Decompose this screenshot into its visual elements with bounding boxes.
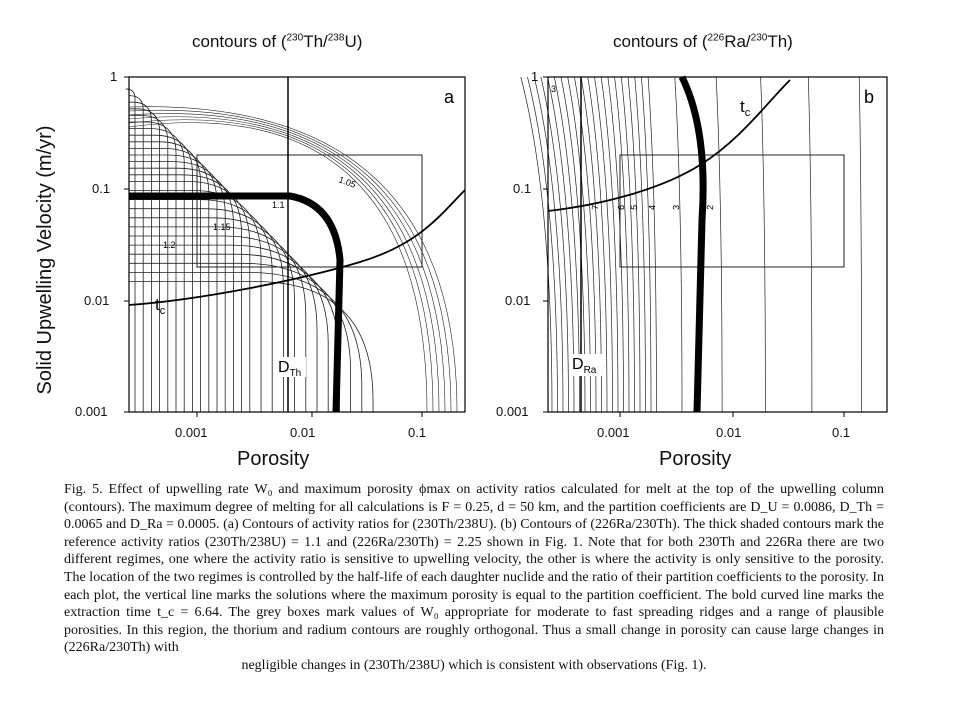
a-y-tick-0-001: 0.001 xyxy=(75,404,108,419)
b-y-tick-0-001: 0.001 xyxy=(496,404,529,419)
panel-b-contour xyxy=(716,77,722,412)
b-x-tick-0-01: 0.01 xyxy=(716,425,742,440)
panel-a-reference-contour xyxy=(129,196,340,412)
a-x-tick-0-1: 0.1 xyxy=(408,425,427,440)
panel-b-contour xyxy=(808,77,812,412)
b-x-axis-label: Porosity xyxy=(659,448,732,470)
caption-fig-label: Fig. 5. xyxy=(64,482,103,497)
contour-label-b-4: 4 xyxy=(647,204,658,211)
contour-label-1-05: 1.05 xyxy=(337,174,358,190)
panel-b-d-label: $D_{Ra}$ xyxy=(572,356,597,376)
panel-a-contour xyxy=(129,181,250,412)
contour-label-1-1: 1.1 xyxy=(272,200,285,210)
panel-b-contour xyxy=(608,77,627,412)
contour-label-b-3-top: 3 xyxy=(551,84,557,94)
b-x-tick-0-1: 0.1 xyxy=(832,425,851,440)
panel-a-contour xyxy=(129,168,233,412)
contour-label-1-15: 1.15 xyxy=(213,222,231,232)
b-y-tick-0-01: 0.01 xyxy=(505,293,531,308)
panel-b-contour xyxy=(761,77,766,412)
panel-b-contour xyxy=(859,77,861,412)
contour-label-1-2: 1.2 xyxy=(163,240,176,250)
panel-a-tc-label: $t_c$ xyxy=(155,295,166,317)
panel-b-contour xyxy=(641,77,651,412)
contour-label-b-3: 3 xyxy=(671,204,682,211)
panel-a-contour xyxy=(129,245,328,412)
a-x-tick-0-01: 0.01 xyxy=(290,425,316,440)
a-y-tick-1: 1 xyxy=(110,69,118,84)
panel-a-contour xyxy=(129,109,160,412)
panel-b-reference-contour xyxy=(682,77,703,412)
panel-b-title: contours of ($^{226}$Ra/$^{230}$Th) xyxy=(613,32,793,51)
a-y-tick-0-1: 0.1 xyxy=(92,181,111,196)
panel-a-title: contours of ($^{230}$Th/$^{238}$U) xyxy=(192,32,363,51)
panel-b-contour xyxy=(615,77,629,412)
panel-b-tc-label: $t_c$ xyxy=(740,97,751,119)
y-axis-label: Solid Upwelling Velocity (m/yr) xyxy=(34,125,56,395)
caption-last-line: negligible changes in (230Th/238U) which is consistent with observations (Fig. 1). xyxy=(241,657,707,673)
panel-a-contour xyxy=(129,209,283,412)
figure-caption xyxy=(64,481,884,675)
a-x-tick-0-001: 0.001 xyxy=(175,425,208,440)
panel-a-d-label: $D_{Th}$ xyxy=(278,359,302,379)
a-x-axis-label: Porosity xyxy=(237,448,310,470)
panel-a-contour xyxy=(129,272,362,412)
panel-b-letter: b xyxy=(864,87,875,107)
b-x-tick-0-001: 0.001 xyxy=(597,425,630,440)
contour-label-b-7: 7 xyxy=(590,204,601,211)
b-y-tick-1: 1 xyxy=(531,69,539,84)
panel-a-contour xyxy=(129,135,192,412)
panel-a-letter: a xyxy=(444,87,455,107)
b-y-tick-0-1: 0.1 xyxy=(513,181,532,196)
caption-text: Effect of upwelling rate W₀ and maximum porosity ϕmax on activity ratios calculated for melt at the top of the upwelling column (contours). The maximum degree of melting for all calculations is F = 0.25, d = 50 km, and the partition coefficients are D_U = 0.0086, D_Th = 0.0065 and D_Ra = 0.0005. (a) Contours of activity ratios for (230Th/238U). (b) Contours of (226Ra/230Th). The thick shaded contours mark the reference activity ratios (230Th/238U) = 1.1 and (226Ra/230Th) = 2.25 shown in Fig. 1. Note that for both 230Th and 226Ra there are two different regimes, one where the activity ratio is sensitive to upwelling velocity, the other is where the activity is only sensitive to the porosity. The location of the two regimes is controlled by the half-life of each daughter nuclide and the ratio of their partition coefficients to the porosity. In each plot, the vertical line marks the solutions where the maximum porosity is equal to the partition coefficient. The bold curved line marks the extraction time t_c = 6.64. The grey boxes mark values of W₀ appropriate for moderate to fast spreading ridges and a range of plausible porosities. In this region, the thorium and radium contours are roughly orthogonal. Thus a small change in porosity can cause large changes in (226Ra/230Th) with xyxy=(64,482,884,656)
panel-b-plot xyxy=(521,77,887,417)
panel-b-contour xyxy=(675,77,682,412)
panel-a-contour xyxy=(129,122,176,412)
panel-a-plot xyxy=(124,77,465,417)
panel-a-contour xyxy=(129,142,201,412)
panel-b-contour xyxy=(541,77,569,412)
panel-a-contour xyxy=(129,96,143,412)
panel-b-contour xyxy=(521,77,552,412)
contour-label-b-2: 2 xyxy=(705,204,716,211)
contour-label-b-5: 5 xyxy=(629,204,640,211)
a-y-tick-0-01: 0.01 xyxy=(84,293,110,308)
panel-a-contour xyxy=(126,89,135,412)
contour-label-b-6: 6 xyxy=(616,204,627,211)
